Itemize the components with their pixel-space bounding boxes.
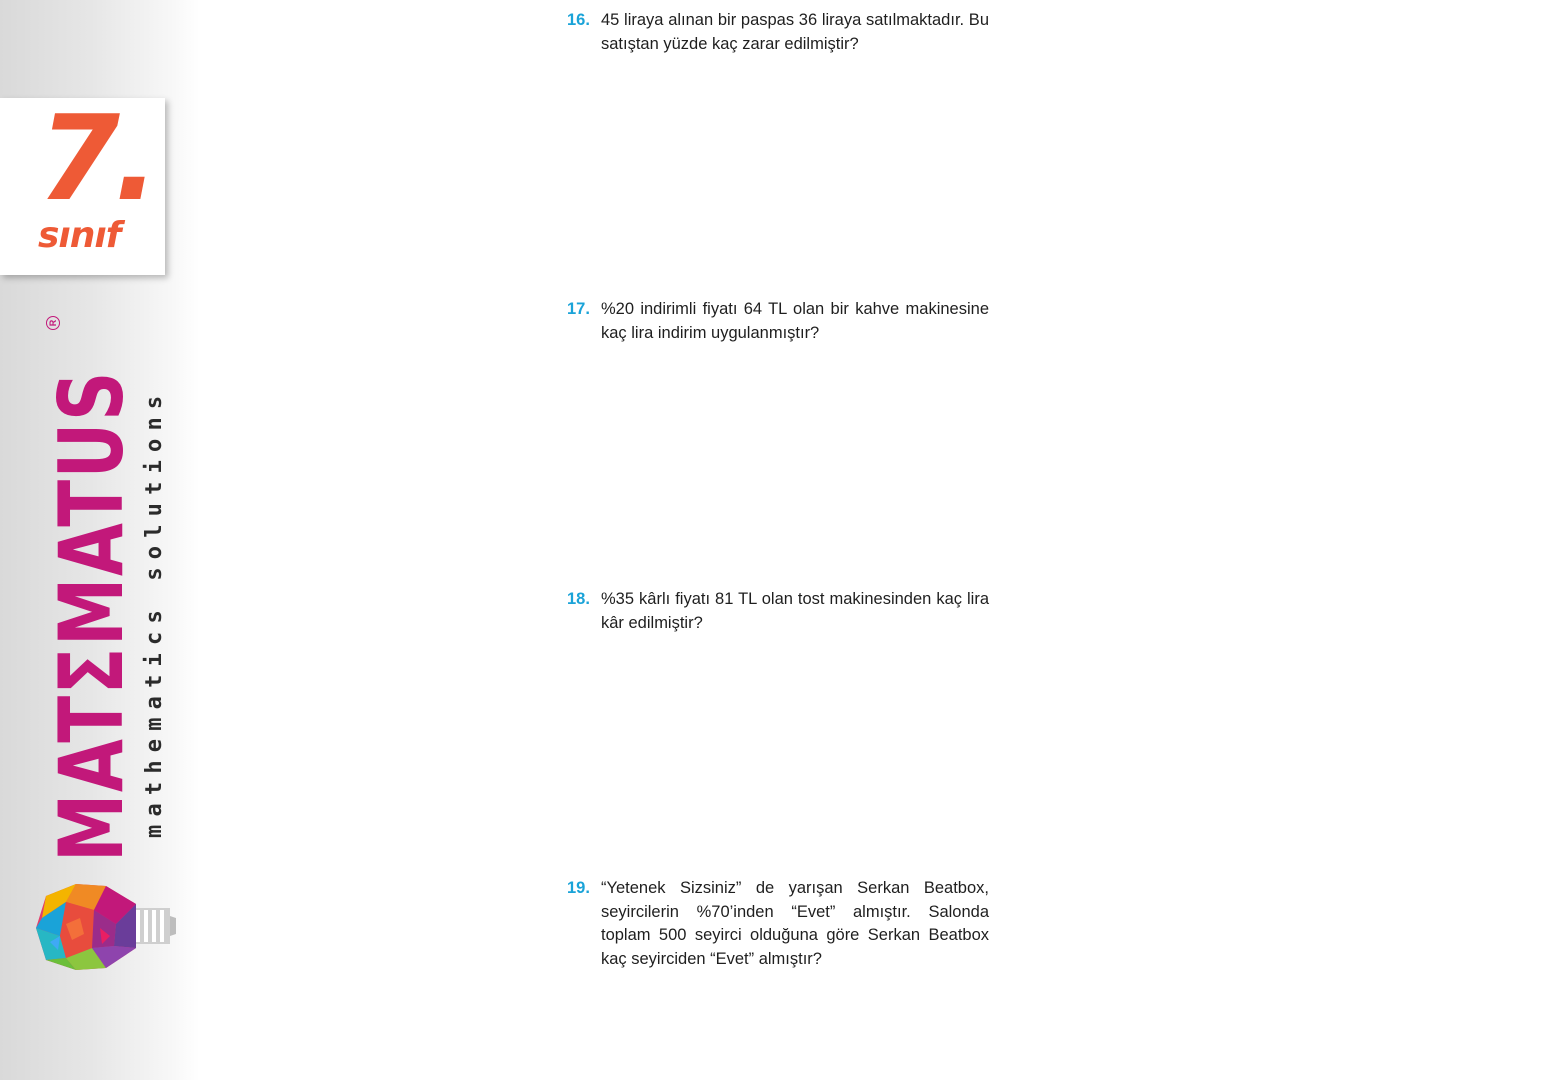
brand-tagline [142, 338, 168, 838]
question-text: 45 liraya alınan bir paspas 36 liraya satılmaktadır. Bu satıştan yüzde kaç zarar edilmiştir? [601, 11, 989, 53]
grade-number: 7. [38, 89, 153, 227]
question-number: 18. [567, 590, 590, 608]
question-18 [567, 588, 992, 635]
brand-logo [40, 317, 143, 862]
brand-sidebar [0, 0, 200, 1080]
brand-name: MATΣMATUS [40, 370, 143, 862]
question-16 [567, 9, 992, 56]
question-text: %20 indirimli fiyatı 64 TL olan bir kahve makinesine kaç lira indirim uygulanmıştır? [601, 300, 989, 342]
question-19 [567, 877, 992, 971]
lightbulb-icon [36, 884, 176, 970]
registered-mark: R [46, 316, 60, 330]
tagline-text: mathematics solutions [142, 387, 167, 838]
question-number: 19. [567, 879, 590, 897]
question-number: 16. [567, 11, 590, 29]
question-number: 17. [567, 300, 590, 318]
question-17 [567, 298, 992, 345]
question-text: %35 kârlı fiyatı 81 TL olan tost makinesinden kaç lira kâr edilmiştir? [601, 590, 989, 632]
question-text: “Yetenek Sizsiniz” de yarışan Serkan Beatbox, seyircilerin %70’inden “Evet” almıştır. Salonda toplam 500 seyirci olduğuna göre Serkan Beatbox kaç seyirciden “Evet” almıştır? [601, 879, 989, 968]
grade-label: sınıf [38, 215, 121, 256]
